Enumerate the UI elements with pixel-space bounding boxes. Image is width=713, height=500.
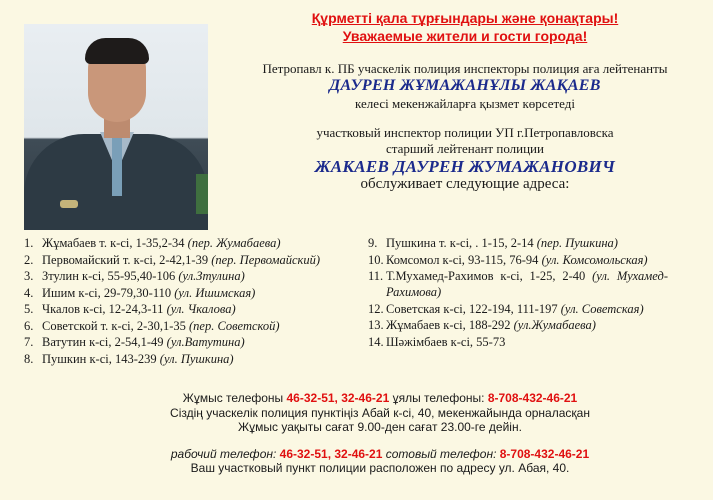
list-item: 2. Первомайский т. к-сі, 2-42,1-39 (пер. Первомайский) [24,252,321,267]
list-item: 13. Жұмабаев к-сі, 188-292 (ул.Жумабаева) [368,318,596,332]
list-item: 1. Жұмабаев т. к-сі, 1-35,2-34 (пер. Жумабаева) [24,236,281,250]
list-item: 9. Пушкина т. к-сі, . 1-15, 2-14 (пер. Пушкина) [368,236,618,250]
ru-serves-line: обслуживает следующие адреса: [360,176,570,192]
ru-rank-line-2: старший лейтенант полиции [386,141,544,156]
mobile-phone-number: 8-708-432-46-21 [487,391,578,405]
kz-rank-line: Петропавл к. ПБ учаскелік полиция инспекторы полиция аға лейтенанты [262,61,668,76]
ru-officer-name: ЖАКАЕВ ДАУРЕН ЖУМАЖАНОВИЧ [314,157,616,176]
kz-officer-name: ДАУРЕН ЖҰМАЖАНҰЛЫ ЖАҚАЕВ [329,77,601,94]
list-item: 5. Чкалов к-сі, 12-24,3-11 (ул. Чкалова) [24,302,236,316]
footer-kz-hours: Жұмыс уақыты сағат 9.00-ден сағат 23.00-ге дейін. [238,420,522,434]
list-item: 3. Зтулин к-сі, 55-95,40-106 (ул.Зтулина) [24,269,245,283]
list-item: 7. Ватутин к-сі, 2-54,1-49 (ул.Ватутина) [24,335,245,349]
list-item: 6. Советской т. к-сі, 2-30,1-35 (пер. Советской) [24,318,280,333]
footer-ru-address: Ваш участковый пункт полиции расположен по адресу ул. Абая, 40. [190,461,570,475]
list-item: 12. Советская к-сі, 122-194, 111-197 (ул. Советская) [368,301,644,316]
footer-kz-phones: Жұмыс телефоны 46-32-51, 32-46-21 ұялы телефоны: 8-708-432-46-21 [182,391,578,405]
list-item: 4. Ишим к-сі, 29-79,30-110 (ул. Ишимская) [24,285,256,300]
list-item: 8. Пушкин к-сі, 143-239 (ул. Пушкина) [24,351,234,366]
footer-ru-phones: рабочий телефон: 46-32-51, 32-46-21 сотовый телефон: 8-708-432-46-21 [170,447,590,461]
list-item: 14. Шәжімбаев к-сі, 55-73 [368,334,506,349]
work-phone-numbers-ru: 46-32-51, 32-46-21 [279,447,383,461]
greeting-ru: Уважаемые жители и гости города! [342,28,588,44]
kz-serves-line: келесі мекенжайларға қызмет көрсетеді [355,96,575,111]
address-list-left [24,235,342,367]
footer-kz-address: Сіздің учаскелік полиция пунктіңіз Абай к-сі, 40, мекенжайында орналасқан [170,406,590,420]
greeting-kz: Құрметті қала тұрғындары және қонақтары! [311,10,619,26]
address-list-right [368,235,668,350]
mobile-phone-number-ru: 8-708-432-46-21 [499,447,590,461]
work-phone-numbers: 46-32-51, 32-46-21 [286,391,390,405]
list-item: 11. Т.Мухамед-Рахимов к-сі, 1-25, 2-40 (ул. Мухамед-Рахимова) [368,269,668,299]
officer-photo [24,24,208,230]
list-item: 10. Комсомол к-сі, 93-115, 76-94 (ул. Комсомольская) [368,252,648,267]
ru-rank-line: участковый инспектор полиции УП г.Петропавловска [316,125,614,140]
